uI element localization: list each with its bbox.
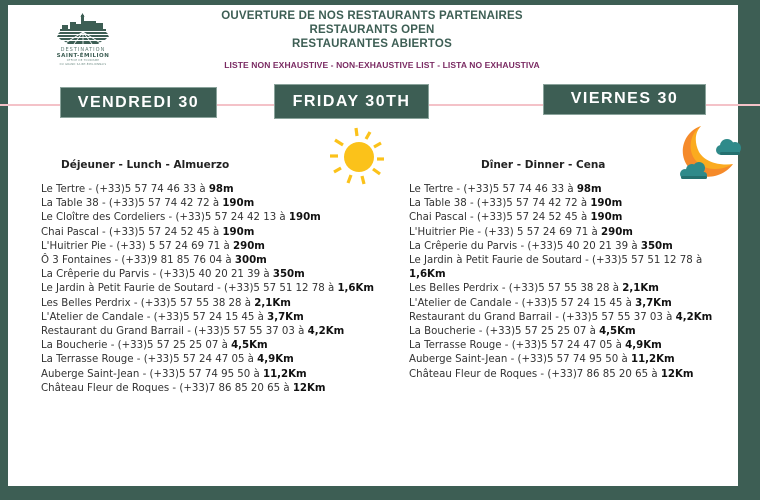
- dinner-heading: Dîner - Dinner - Cena: [481, 159, 606, 171]
- page-title: [192, 9, 552, 51]
- dinner-restaurant-list: [409, 183, 739, 382]
- list-item: L'Huitrier Pie - (+33) 5 57 24 69 71 à 290m: [41, 240, 265, 252]
- list-item: Château Fleur de Roques - (+33)7 86 85 20 65 à 12Km: [409, 368, 694, 380]
- logo-line-destination: DESTINATION: [60, 47, 106, 53]
- list-item: Restaurant du Grand Barrail - (+33)5 57 55 37 03 à 4,2Km: [409, 311, 713, 323]
- list-item: Le Jardin à Petit Faurie de Soutard - (+33)5 57 51 12 78 à 1,6Km: [409, 255, 703, 281]
- village-vineyard-icon: [56, 13, 110, 45]
- logo-line-grand: DU GRAND SAINT-ÉMILIONNAIS: [59, 63, 107, 66]
- list-item: Restaurant du Grand Barrail - (+33)5 57 55 37 03 à 4,2Km: [41, 326, 345, 338]
- list-item: Les Belles Perdrix - (+33)5 57 55 38 28 à 2,1Km: [409, 283, 659, 295]
- list-item: Auberge Saint-Jean - (+33)5 57 74 95 50 à 11,2Km: [41, 368, 307, 380]
- sun-icon: [326, 124, 388, 186]
- destination-saint-emilion-logo: [52, 13, 114, 73]
- list-item: Le Cloître des Cordeliers - (+33)5 57 24 42 13 à 190m: [41, 212, 321, 224]
- day-label-fr: VENDREDI 30: [60, 87, 217, 118]
- title-line-fr: OUVERTURE DE NOS RESTAURANTS PARTENAIRES: [221, 10, 523, 22]
- list-item: Auberge Saint-Jean - (+33)5 57 74 95 50 à 11,2Km: [409, 354, 675, 366]
- list-item: La Boucherie - (+33)5 57 25 25 07 à 4,5Km: [41, 340, 268, 352]
- list-item: Les Belles Perdrix - (+33)5 57 55 38 28 à 2,1Km: [41, 297, 291, 309]
- logo-line-saint-emilion: SAINT-ÉMILION: [56, 53, 110, 59]
- list-item: La Terrasse Rouge - (+33)5 57 24 47 05 à 4,9Km: [409, 340, 662, 352]
- lunch-restaurant-list: [41, 183, 374, 396]
- list-item: La Boucherie - (+33)5 57 25 25 07 à 4,5Km: [409, 326, 636, 338]
- list-item: Le Tertre - (+33)5 57 74 46 33 à 98m: [409, 184, 602, 195]
- title-line-es: RESTAURANTES ABIERTOS: [292, 38, 452, 50]
- list-item: Chai Pascal - (+33)5 57 24 52 45 à 190m: [41, 226, 255, 238]
- list-item: Le Jardin à Petit Faurie de Soutard - (+33)5 57 51 12 78 à 1,6Km: [41, 283, 375, 295]
- day-label-en: FRIDAY 30TH: [274, 84, 429, 119]
- list-item: Chai Pascal - (+33)5 57 24 52 45 à 190m: [409, 212, 623, 224]
- title-line-en: RESTAURANTS OPEN: [309, 24, 435, 36]
- list-item: L'Atelier de Candale - (+33)5 57 24 15 45 à 3,7Km: [41, 311, 304, 323]
- list-item: L'Huitrier Pie - (+33) 5 57 24 69 71 à 290m: [409, 226, 633, 238]
- list-item: Ô 3 Fontaines - (+33)9 81 85 76 04 à 300m: [41, 255, 267, 267]
- list-item: Château Fleur de Roques - (+33)7 86 85 20 65 à 12Km: [41, 382, 326, 394]
- day-label-es: VIERNES 30: [543, 84, 706, 115]
- logo-line-office: OFFICE DE TOURISME: [66, 59, 100, 62]
- lunch-heading: Déjeuner - Lunch - Almuerzo: [61, 159, 230, 171]
- list-item: La Crêperie du Parvis - (+33)5 40 20 21 39 à 350m: [409, 240, 673, 252]
- non-exhaustive-notice: LISTE NON EXHAUSTIVE - NON-EXHAUSTIVE LIST - LISTA NO EXHAUSTIVA: [224, 60, 540, 70]
- list-item: La Table 38 - (+33)5 57 74 42 72 à 190m: [409, 198, 623, 210]
- list-item: La Crêperie du Parvis - (+33)5 40 20 21 39 à 350m: [41, 269, 305, 281]
- list-item: L'Atelier de Candale - (+33)5 57 24 15 45 à 3,7Km: [409, 297, 672, 309]
- list-item: Le Tertre - (+33)5 57 74 46 33 à 98m: [41, 184, 234, 195]
- moon-clouds-icon: [675, 120, 745, 184]
- list-item: La Table 38 - (+33)5 57 74 42 72 à 190m: [41, 198, 255, 210]
- list-item: La Terrasse Rouge - (+33)5 57 24 47 05 à 4,9Km: [41, 354, 294, 366]
